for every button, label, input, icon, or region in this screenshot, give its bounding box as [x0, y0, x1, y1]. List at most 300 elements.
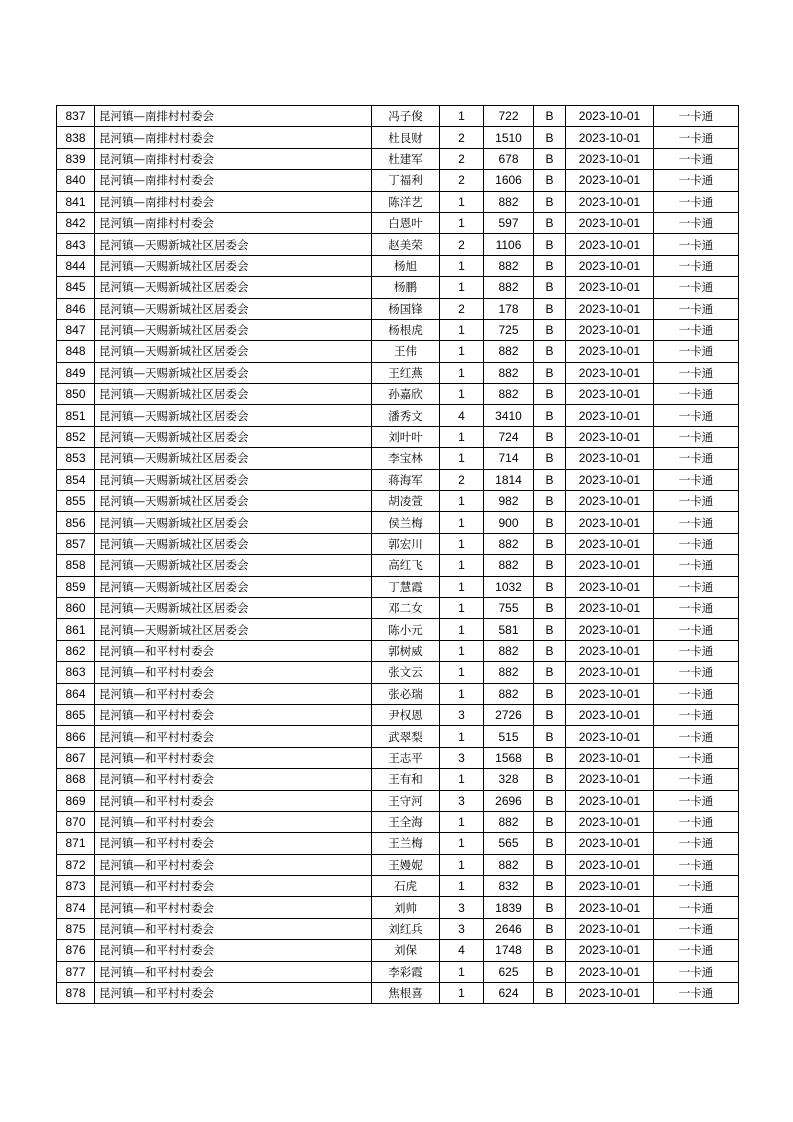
cell-category: B — [534, 341, 566, 362]
cell-category: B — [534, 405, 566, 426]
cell-name: 白恩叶 — [372, 212, 440, 233]
cell-index: 851 — [57, 405, 95, 426]
table-row — [57, 897, 739, 918]
cell-index: 838 — [57, 127, 95, 148]
cell-amount: 581 — [484, 619, 534, 640]
cell-index: 868 — [57, 769, 95, 790]
cell-date: 2023-10-01 — [566, 491, 654, 512]
cell-date: 2023-10-01 — [566, 319, 654, 340]
cell-household-count: 1 — [440, 555, 484, 576]
cell-index: 870 — [57, 811, 95, 832]
cell-household-count: 1 — [440, 106, 484, 127]
cell-index: 853 — [57, 448, 95, 469]
cell-name: 胡凌萱 — [372, 491, 440, 512]
cell-name: 张文云 — [372, 662, 440, 683]
cell-index: 845 — [57, 277, 95, 298]
cell-payment-method: 一卡通 — [654, 491, 739, 512]
cell-amount: 755 — [484, 597, 534, 618]
table-row — [57, 191, 739, 212]
cell-name: 邓二女 — [372, 597, 440, 618]
cell-household-count: 1 — [440, 277, 484, 298]
cell-unit: 昆河镇—天赐新城社区居委会 — [95, 597, 372, 618]
cell-amount: 882 — [484, 811, 534, 832]
cell-date: 2023-10-01 — [566, 255, 654, 276]
table-row — [57, 148, 739, 169]
cell-unit: 昆河镇—和平村村委会 — [95, 726, 372, 747]
cell-payment-method: 一卡通 — [654, 191, 739, 212]
cell-index: 874 — [57, 897, 95, 918]
cell-payment-method: 一卡通 — [654, 127, 739, 148]
cell-amount: 328 — [484, 769, 534, 790]
cell-household-count: 3 — [440, 704, 484, 725]
table-row — [57, 918, 739, 939]
cell-date: 2023-10-01 — [566, 833, 654, 854]
cell-payment-method: 一卡通 — [654, 876, 739, 897]
cell-date: 2023-10-01 — [566, 576, 654, 597]
table-row — [57, 854, 739, 875]
cell-category: B — [534, 726, 566, 747]
cell-category: B — [534, 940, 566, 961]
cell-amount: 1839 — [484, 897, 534, 918]
cell-unit: 昆河镇—天赐新城社区居委会 — [95, 234, 372, 255]
cell-name: 杨鹏 — [372, 277, 440, 298]
cell-unit: 昆河镇—天赐新城社区居委会 — [95, 448, 372, 469]
table-row — [57, 811, 739, 832]
table-row — [57, 704, 739, 725]
cell-household-count: 2 — [440, 127, 484, 148]
table-row — [57, 448, 739, 469]
cell-amount: 1510 — [484, 127, 534, 148]
cell-index: 872 — [57, 854, 95, 875]
cell-household-count: 3 — [440, 747, 484, 768]
cell-amount: 882 — [484, 341, 534, 362]
cell-index: 855 — [57, 491, 95, 512]
cell-name: 陈小元 — [372, 619, 440, 640]
cell-category: B — [534, 790, 566, 811]
cell-unit: 昆河镇—天赐新城社区居委会 — [95, 619, 372, 640]
cell-unit: 昆河镇—天赐新城社区居委会 — [95, 341, 372, 362]
cell-household-count: 1 — [440, 726, 484, 747]
cell-date: 2023-10-01 — [566, 148, 654, 169]
cell-category: B — [534, 170, 566, 191]
cell-household-count: 1 — [440, 533, 484, 554]
cell-payment-method: 一卡通 — [654, 512, 739, 533]
table-row — [57, 833, 739, 854]
cell-payment-method: 一卡通 — [654, 448, 739, 469]
cell-category: B — [534, 961, 566, 982]
cell-category: B — [534, 469, 566, 490]
cell-payment-method: 一卡通 — [654, 662, 739, 683]
cell-payment-method: 一卡通 — [654, 277, 739, 298]
cell-payment-method: 一卡通 — [654, 212, 739, 233]
cell-name: 高红飞 — [372, 555, 440, 576]
cell-category: B — [534, 319, 566, 340]
cell-date: 2023-10-01 — [566, 212, 654, 233]
cell-payment-method: 一卡通 — [654, 469, 739, 490]
table-row — [57, 619, 739, 640]
cell-date: 2023-10-01 — [566, 234, 654, 255]
cell-household-count: 1 — [440, 255, 484, 276]
cell-name: 丁福利 — [372, 170, 440, 191]
cell-unit: 昆河镇—天赐新城社区居委会 — [95, 384, 372, 405]
cell-amount: 515 — [484, 726, 534, 747]
record-table — [56, 105, 739, 1004]
cell-household-count: 1 — [440, 512, 484, 533]
cell-amount: 882 — [484, 662, 534, 683]
cell-amount: 982 — [484, 491, 534, 512]
cell-category: B — [534, 983, 566, 1004]
cell-name: 郭宏川 — [372, 533, 440, 554]
cell-name: 侯兰梅 — [372, 512, 440, 533]
cell-payment-method: 一卡通 — [654, 833, 739, 854]
cell-index: 848 — [57, 341, 95, 362]
cell-date: 2023-10-01 — [566, 106, 654, 127]
cell-name: 王守河 — [372, 790, 440, 811]
cell-index: 861 — [57, 619, 95, 640]
cell-date: 2023-10-01 — [566, 662, 654, 683]
cell-index: 844 — [57, 255, 95, 276]
table-row — [57, 983, 739, 1004]
cell-payment-method: 一卡通 — [654, 341, 739, 362]
cell-category: B — [534, 662, 566, 683]
cell-amount: 1748 — [484, 940, 534, 961]
cell-date: 2023-10-01 — [566, 918, 654, 939]
cell-amount: 714 — [484, 448, 534, 469]
cell-index: 857 — [57, 533, 95, 554]
cell-unit: 昆河镇—和平村村委会 — [95, 918, 372, 939]
table-row — [57, 597, 739, 618]
cell-name: 王嫚妮 — [372, 854, 440, 875]
cell-category: B — [534, 619, 566, 640]
cell-name: 赵美荣 — [372, 234, 440, 255]
cell-payment-method: 一卡通 — [654, 255, 739, 276]
table-row — [57, 298, 739, 319]
cell-household-count: 1 — [440, 619, 484, 640]
table-row — [57, 769, 739, 790]
cell-index: 867 — [57, 747, 95, 768]
cell-unit: 昆河镇—天赐新城社区居委会 — [95, 533, 372, 554]
cell-unit: 昆河镇—南排村村委会 — [95, 127, 372, 148]
cell-unit: 昆河镇—南排村村委会 — [95, 106, 372, 127]
cell-date: 2023-10-01 — [566, 170, 654, 191]
cell-amount: 722 — [484, 106, 534, 127]
cell-amount: 3410 — [484, 405, 534, 426]
cell-amount: 900 — [484, 512, 534, 533]
cell-category: B — [534, 555, 566, 576]
cell-date: 2023-10-01 — [566, 426, 654, 447]
cell-index: 871 — [57, 833, 95, 854]
cell-name: 王伟 — [372, 341, 440, 362]
cell-amount: 2646 — [484, 918, 534, 939]
cell-index: 847 — [57, 319, 95, 340]
table-row — [57, 533, 739, 554]
cell-household-count: 1 — [440, 319, 484, 340]
cell-index: 841 — [57, 191, 95, 212]
cell-unit: 昆河镇—和平村村委会 — [95, 769, 372, 790]
cell-category: B — [534, 212, 566, 233]
cell-amount: 832 — [484, 876, 534, 897]
cell-unit: 昆河镇—天赐新城社区居委会 — [95, 298, 372, 319]
cell-name: 王志平 — [372, 747, 440, 768]
cell-amount: 882 — [484, 362, 534, 383]
cell-payment-method: 一卡通 — [654, 940, 739, 961]
cell-name: 李彩霞 — [372, 961, 440, 982]
cell-unit: 昆河镇—天赐新城社区居委会 — [95, 576, 372, 597]
table-row — [57, 940, 739, 961]
cell-household-count: 4 — [440, 405, 484, 426]
cell-household-count: 1 — [440, 961, 484, 982]
cell-household-count: 2 — [440, 469, 484, 490]
cell-household-count: 1 — [440, 384, 484, 405]
cell-date: 2023-10-01 — [566, 448, 654, 469]
cell-index: 839 — [57, 148, 95, 169]
cell-category: B — [534, 277, 566, 298]
cell-category: B — [534, 384, 566, 405]
cell-payment-method: 一卡通 — [654, 619, 739, 640]
cell-name: 尹权恩 — [372, 704, 440, 725]
table-row — [57, 747, 739, 768]
cell-household-count: 1 — [440, 769, 484, 790]
cell-unit: 昆河镇—天赐新城社区居委会 — [95, 405, 372, 426]
cell-name: 王有和 — [372, 769, 440, 790]
cell-household-count: 1 — [440, 640, 484, 661]
cell-category: B — [534, 362, 566, 383]
cell-index: 860 — [57, 597, 95, 618]
table-row — [57, 170, 739, 191]
cell-name: 陈洋艺 — [372, 191, 440, 212]
cell-name: 杜艮财 — [372, 127, 440, 148]
cell-payment-method: 一卡通 — [654, 983, 739, 1004]
table-row — [57, 576, 739, 597]
cell-date: 2023-10-01 — [566, 704, 654, 725]
cell-category: B — [534, 811, 566, 832]
cell-amount: 882 — [484, 191, 534, 212]
cell-date: 2023-10-01 — [566, 726, 654, 747]
cell-household-count: 1 — [440, 833, 484, 854]
cell-date: 2023-10-01 — [566, 512, 654, 533]
cell-date: 2023-10-01 — [566, 469, 654, 490]
cell-payment-method: 一卡通 — [654, 106, 739, 127]
table-row — [57, 491, 739, 512]
cell-payment-method: 一卡通 — [654, 769, 739, 790]
cell-category: B — [534, 255, 566, 276]
cell-household-count: 1 — [440, 597, 484, 618]
cell-category: B — [534, 876, 566, 897]
cell-unit: 昆河镇—和平村村委会 — [95, 854, 372, 875]
cell-payment-method: 一卡通 — [654, 726, 739, 747]
cell-household-count: 2 — [440, 298, 484, 319]
cell-index: 875 — [57, 918, 95, 939]
cell-household-count: 1 — [440, 983, 484, 1004]
cell-category: B — [534, 234, 566, 255]
table-row — [57, 469, 739, 490]
cell-name: 刘叶叶 — [372, 426, 440, 447]
table-body — [57, 106, 739, 1004]
cell-name: 李宝林 — [372, 448, 440, 469]
cell-payment-method: 一卡通 — [654, 576, 739, 597]
cell-amount: 882 — [484, 277, 534, 298]
cell-unit: 昆河镇—天赐新城社区居委会 — [95, 469, 372, 490]
cell-index: 869 — [57, 790, 95, 811]
cell-household-count: 1 — [440, 811, 484, 832]
cell-unit: 昆河镇—和平村村委会 — [95, 940, 372, 961]
cell-payment-method: 一卡通 — [654, 426, 739, 447]
cell-amount: 882 — [484, 533, 534, 554]
table-row — [57, 662, 739, 683]
cell-category: B — [534, 298, 566, 319]
cell-household-count: 1 — [440, 212, 484, 233]
cell-index: 873 — [57, 876, 95, 897]
cell-date: 2023-10-01 — [566, 961, 654, 982]
cell-name: 郭树威 — [372, 640, 440, 661]
cell-name: 张必瑞 — [372, 683, 440, 704]
cell-household-count: 1 — [440, 683, 484, 704]
cell-unit: 昆河镇—天赐新城社区居委会 — [95, 277, 372, 298]
cell-category: B — [534, 127, 566, 148]
cell-payment-method: 一卡通 — [654, 384, 739, 405]
table-row — [57, 512, 739, 533]
table-row — [57, 212, 739, 233]
cell-payment-method: 一卡通 — [654, 234, 739, 255]
table-row — [57, 790, 739, 811]
cell-amount: 882 — [484, 854, 534, 875]
cell-household-count: 1 — [440, 448, 484, 469]
cell-date: 2023-10-01 — [566, 619, 654, 640]
cell-name: 王兰梅 — [372, 833, 440, 854]
cell-category: B — [534, 854, 566, 875]
cell-amount: 882 — [484, 555, 534, 576]
table-row — [57, 277, 739, 298]
cell-amount: 882 — [484, 640, 534, 661]
cell-name: 杨旭 — [372, 255, 440, 276]
table-row — [57, 876, 739, 897]
cell-date: 2023-10-01 — [566, 876, 654, 897]
cell-amount: 565 — [484, 833, 534, 854]
cell-unit: 昆河镇—天赐新城社区居委会 — [95, 512, 372, 533]
cell-category: B — [534, 683, 566, 704]
cell-category: B — [534, 533, 566, 554]
cell-category: B — [534, 491, 566, 512]
cell-name: 刘帅 — [372, 897, 440, 918]
cell-amount: 1568 — [484, 747, 534, 768]
cell-payment-method: 一卡通 — [654, 405, 739, 426]
record-table-container — [56, 105, 738, 1004]
cell-category: B — [534, 148, 566, 169]
cell-index: 837 — [57, 106, 95, 127]
cell-unit: 昆河镇—天赐新城社区居委会 — [95, 255, 372, 276]
cell-date: 2023-10-01 — [566, 790, 654, 811]
cell-amount: 597 — [484, 212, 534, 233]
cell-date: 2023-10-01 — [566, 769, 654, 790]
table-row — [57, 640, 739, 661]
cell-unit: 昆河镇—和平村村委会 — [95, 983, 372, 1004]
cell-amount: 882 — [484, 255, 534, 276]
cell-household-count: 3 — [440, 790, 484, 811]
table-row — [57, 341, 739, 362]
cell-amount: 882 — [484, 683, 534, 704]
cell-household-count: 1 — [440, 426, 484, 447]
cell-payment-method: 一卡通 — [654, 897, 739, 918]
cell-category: B — [534, 897, 566, 918]
cell-name: 刘红兵 — [372, 918, 440, 939]
cell-date: 2023-10-01 — [566, 811, 654, 832]
table-row — [57, 555, 739, 576]
cell-unit: 昆河镇—天赐新城社区居委会 — [95, 362, 372, 383]
cell-amount: 624 — [484, 983, 534, 1004]
cell-unit: 昆河镇—和平村村委会 — [95, 790, 372, 811]
cell-name: 刘保 — [372, 940, 440, 961]
cell-unit: 昆河镇—和平村村委会 — [95, 833, 372, 854]
cell-amount: 1814 — [484, 469, 534, 490]
cell-amount: 2696 — [484, 790, 534, 811]
cell-household-count: 2 — [440, 148, 484, 169]
cell-household-count: 2 — [440, 170, 484, 191]
cell-date: 2023-10-01 — [566, 983, 654, 1004]
cell-date: 2023-10-01 — [566, 897, 654, 918]
cell-category: B — [534, 704, 566, 725]
cell-date: 2023-10-01 — [566, 555, 654, 576]
cell-category: B — [534, 918, 566, 939]
cell-unit: 昆河镇—和平村村委会 — [95, 897, 372, 918]
cell-name: 杨根虎 — [372, 319, 440, 340]
cell-household-count: 1 — [440, 341, 484, 362]
cell-amount: 678 — [484, 148, 534, 169]
cell-name: 冯子俊 — [372, 106, 440, 127]
cell-category: B — [534, 833, 566, 854]
cell-payment-method: 一卡通 — [654, 811, 739, 832]
cell-date: 2023-10-01 — [566, 277, 654, 298]
cell-date: 2023-10-01 — [566, 298, 654, 319]
cell-household-count: 1 — [440, 876, 484, 897]
cell-unit: 昆河镇—和平村村委会 — [95, 683, 372, 704]
cell-date: 2023-10-01 — [566, 362, 654, 383]
cell-name: 武翠梨 — [372, 726, 440, 747]
cell-index: 854 — [57, 469, 95, 490]
cell-household-count: 2 — [440, 234, 484, 255]
cell-amount: 724 — [484, 426, 534, 447]
cell-household-count: 1 — [440, 191, 484, 212]
cell-date: 2023-10-01 — [566, 405, 654, 426]
cell-category: B — [534, 512, 566, 533]
cell-payment-method: 一卡通 — [654, 170, 739, 191]
cell-amount: 725 — [484, 319, 534, 340]
cell-index: 877 — [57, 961, 95, 982]
cell-date: 2023-10-01 — [566, 384, 654, 405]
cell-household-count: 1 — [440, 362, 484, 383]
cell-index: 843 — [57, 234, 95, 255]
cell-category: B — [534, 106, 566, 127]
cell-category: B — [534, 191, 566, 212]
cell-index: 866 — [57, 726, 95, 747]
cell-household-count: 3 — [440, 918, 484, 939]
cell-index: 856 — [57, 512, 95, 533]
cell-unit: 昆河镇—天赐新城社区居委会 — [95, 426, 372, 447]
cell-index: 878 — [57, 983, 95, 1004]
table-row — [57, 362, 739, 383]
cell-amount: 2726 — [484, 704, 534, 725]
table-row — [57, 683, 739, 704]
table-row — [57, 319, 739, 340]
cell-unit: 昆河镇—天赐新城社区居委会 — [95, 555, 372, 576]
cell-unit: 昆河镇—天赐新城社区居委会 — [95, 319, 372, 340]
cell-date: 2023-10-01 — [566, 533, 654, 554]
cell-name: 潘秀文 — [372, 405, 440, 426]
cell-amount: 1606 — [484, 170, 534, 191]
cell-index: 858 — [57, 555, 95, 576]
table-row — [57, 726, 739, 747]
cell-index: 842 — [57, 212, 95, 233]
cell-amount: 1032 — [484, 576, 534, 597]
